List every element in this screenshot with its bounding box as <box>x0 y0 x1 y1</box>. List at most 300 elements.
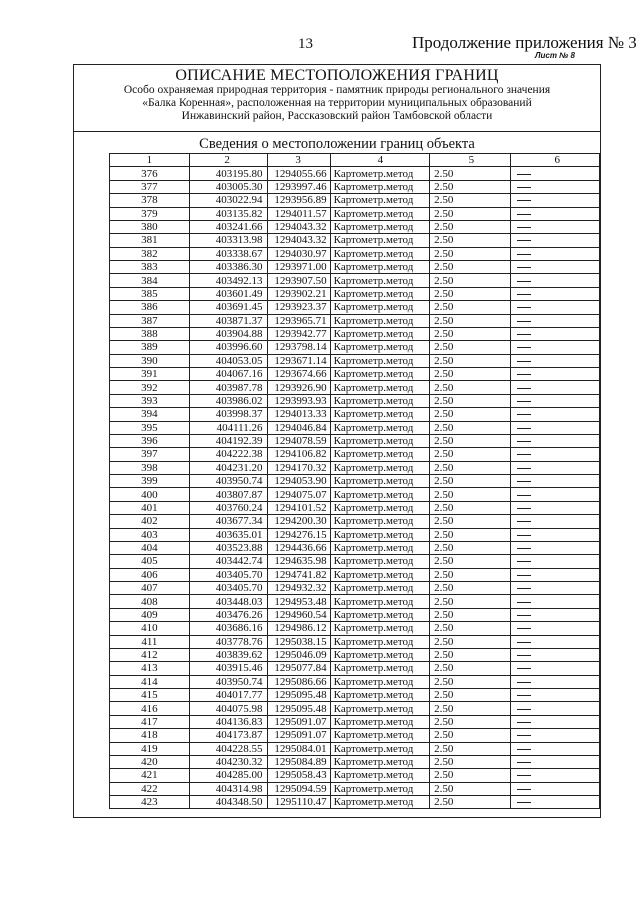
description-cell <box>511 220 600 233</box>
x-coordinate-cell: 403476.26 <box>189 608 267 621</box>
point-number-cell: 397 <box>110 448 190 461</box>
y-coordinate-cell: 1294932.32 <box>267 582 330 595</box>
point-number-cell: 415 <box>110 689 190 702</box>
point-number-cell: 378 <box>110 194 190 207</box>
accuracy-cell: 2.50 <box>430 582 511 595</box>
dash-mark <box>517 655 531 656</box>
method-cell: Картометр.метод <box>330 541 430 554</box>
accuracy-cell: 2.50 <box>430 782 511 795</box>
dash-mark <box>517 695 531 696</box>
description-cell <box>511 368 600 381</box>
description-cell <box>511 274 600 287</box>
y-coordinate-cell: 1295084.89 <box>267 755 330 768</box>
description-cell <box>511 528 600 541</box>
table-row <box>110 515 600 528</box>
accuracy-cell: 2.50 <box>430 461 511 474</box>
y-coordinate-cell: 1294011.57 <box>267 207 330 220</box>
y-coordinate-cell: 1294276.15 <box>267 528 330 541</box>
description-cell <box>511 167 600 180</box>
dash-mark <box>517 602 531 603</box>
table-row <box>110 341 600 354</box>
y-coordinate-cell: 1293926.90 <box>267 381 330 394</box>
x-coordinate-cell: 403998.37 <box>189 408 267 421</box>
x-coordinate-cell: 403313.98 <box>189 234 267 247</box>
point-number-cell: 380 <box>110 220 190 233</box>
dash-mark <box>517 535 531 536</box>
x-coordinate-cell: 404228.55 <box>189 742 267 755</box>
table-row <box>110 220 600 233</box>
method-cell: Картометр.метод <box>330 488 430 501</box>
dash-mark <box>517 802 531 803</box>
y-coordinate-cell: 1294046.84 <box>267 421 330 434</box>
x-coordinate-cell: 403195.80 <box>189 167 267 180</box>
description-cell <box>511 715 600 728</box>
y-coordinate-cell: 1293942.77 <box>267 327 330 340</box>
dash-mark <box>517 789 531 790</box>
description-cell <box>511 247 600 260</box>
dash-mark <box>517 227 531 228</box>
accuracy-cell: 2.50 <box>430 408 511 421</box>
table-row <box>110 327 600 340</box>
point-number-cell: 396 <box>110 434 190 447</box>
method-cell: Картометр.метод <box>330 582 430 595</box>
table-row <box>110 729 600 742</box>
method-cell: Картометр.метод <box>330 595 430 608</box>
dash-mark <box>517 615 531 616</box>
y-coordinate-cell: 1294053.90 <box>267 475 330 488</box>
y-coordinate-cell: 1295084.01 <box>267 742 330 755</box>
x-coordinate-cell: 403986.02 <box>189 394 267 407</box>
dash-mark <box>517 668 531 669</box>
dash-mark <box>517 468 531 469</box>
sheet-label: Лист № 8 <box>535 51 576 60</box>
x-coordinate-cell: 403386.30 <box>189 261 267 274</box>
accuracy-cell: 2.50 <box>430 555 511 568</box>
description-cell <box>511 648 600 661</box>
description-cell <box>511 755 600 768</box>
accuracy-cell: 2.50 <box>430 622 511 635</box>
x-coordinate-cell: 403601.49 <box>189 287 267 300</box>
table-row <box>110 501 600 514</box>
point-number-cell: 400 <box>110 488 190 501</box>
title-box <box>74 65 600 132</box>
method-cell: Картометр.метод <box>330 368 430 381</box>
y-coordinate-cell: 1294741.82 <box>267 568 330 581</box>
y-coordinate-cell: 1293997.46 <box>267 180 330 193</box>
point-number-cell: 414 <box>110 675 190 688</box>
description-cell <box>511 662 600 675</box>
method-cell: Картометр.метод <box>330 501 430 514</box>
y-coordinate-cell: 1293956.89 <box>267 194 330 207</box>
method-cell: Картометр.метод <box>330 220 430 233</box>
method-cell: Картометр.метод <box>330 702 430 715</box>
column-header-5: 5 <box>430 154 511 167</box>
table-row <box>110 247 600 260</box>
point-number-cell: 377 <box>110 180 190 193</box>
y-coordinate-cell: 1294013.33 <box>267 408 330 421</box>
description-cell <box>511 635 600 648</box>
y-coordinate-cell: 1295086.66 <box>267 675 330 688</box>
description-cell <box>511 782 600 795</box>
method-cell: Картометр.метод <box>330 301 430 314</box>
dash-mark <box>517 347 531 348</box>
dash-mark <box>517 307 531 308</box>
y-coordinate-cell: 1293902.21 <box>267 287 330 300</box>
dash-mark <box>517 521 531 522</box>
y-coordinate-cell: 1293674.66 <box>267 368 330 381</box>
dash-mark <box>517 374 531 375</box>
accuracy-cell: 2.50 <box>430 501 511 514</box>
point-number-cell: 389 <box>110 341 190 354</box>
x-coordinate-cell: 403005.30 <box>189 180 267 193</box>
table-row <box>110 769 600 782</box>
point-number-cell: 376 <box>110 167 190 180</box>
dash-mark <box>517 775 531 776</box>
table-row <box>110 796 600 809</box>
accuracy-cell: 2.50 <box>430 796 511 809</box>
x-coordinate-cell: 404067.16 <box>189 368 267 381</box>
method-cell: Картометр.метод <box>330 274 430 287</box>
dash-mark <box>517 200 531 201</box>
description-cell <box>511 301 600 314</box>
method-cell: Картометр.метод <box>330 635 430 648</box>
dash-mark <box>517 401 531 402</box>
table-row <box>110 421 600 434</box>
description-cell <box>511 341 600 354</box>
dash-mark <box>517 495 531 496</box>
dash-mark <box>517 548 531 549</box>
description-cell <box>511 314 600 327</box>
table-row <box>110 274 600 287</box>
table-row <box>110 608 600 621</box>
x-coordinate-cell: 403839.62 <box>189 648 267 661</box>
subtitle-line-2: «Балка Коренная», расположенная на территории муниципальных образований <box>142 97 532 109</box>
point-number-cell: 417 <box>110 715 190 728</box>
point-number-cell: 382 <box>110 247 190 260</box>
y-coordinate-cell: 1294043.32 <box>267 220 330 233</box>
dash-mark <box>517 334 531 335</box>
y-coordinate-cell: 1294986.12 <box>267 622 330 635</box>
table-row <box>110 194 600 207</box>
dash-mark <box>517 642 531 643</box>
table-row <box>110 287 600 300</box>
x-coordinate-cell: 403996.60 <box>189 341 267 354</box>
description-cell <box>511 207 600 220</box>
y-coordinate-cell: 1295091.07 <box>267 715 330 728</box>
point-number-cell: 404 <box>110 541 190 554</box>
method-cell: Картометр.метод <box>330 448 430 461</box>
point-number-cell: 423 <box>110 796 190 809</box>
table-header-row <box>110 154 600 167</box>
point-number-cell: 422 <box>110 782 190 795</box>
method-cell: Картометр.метод <box>330 167 430 180</box>
description-cell <box>511 742 600 755</box>
description-cell <box>511 515 600 528</box>
x-coordinate-cell: 404192.39 <box>189 434 267 447</box>
subtitle-line-1: Особо охраняемая природная территория - памятник природы регионального значения <box>123 84 551 96</box>
x-coordinate-cell: 403241.66 <box>189 220 267 233</box>
y-coordinate-cell: 1294170.32 <box>267 461 330 474</box>
table-row <box>110 180 600 193</box>
method-cell: Картометр.метод <box>330 729 430 742</box>
table-row <box>110 648 600 661</box>
accuracy-cell: 2.50 <box>430 247 511 260</box>
x-coordinate-cell: 404314.98 <box>189 782 267 795</box>
description-cell <box>511 608 600 621</box>
point-number-cell: 421 <box>110 769 190 782</box>
y-coordinate-cell: 1293993.93 <box>267 394 330 407</box>
description-cell <box>511 729 600 742</box>
point-number-cell: 393 <box>110 394 190 407</box>
y-coordinate-cell: 1293798.14 <box>267 341 330 354</box>
dash-mark <box>517 508 531 509</box>
x-coordinate-cell: 403635.01 <box>189 528 267 541</box>
accuracy-cell: 2.50 <box>430 635 511 648</box>
table-row <box>110 595 600 608</box>
accuracy-cell: 2.50 <box>430 434 511 447</box>
table-row <box>110 635 600 648</box>
accuracy-cell: 2.50 <box>430 568 511 581</box>
table-row <box>110 702 600 715</box>
point-number-cell: 407 <box>110 582 190 595</box>
x-coordinate-cell: 403686.16 <box>189 622 267 635</box>
accuracy-cell: 2.50 <box>430 180 511 193</box>
y-coordinate-cell: 1294106.82 <box>267 448 330 461</box>
dash-mark <box>517 749 531 750</box>
method-cell: Картометр.метод <box>330 742 430 755</box>
x-coordinate-cell: 404075.98 <box>189 702 267 715</box>
y-coordinate-cell: 1294200.30 <box>267 515 330 528</box>
description-cell <box>511 194 600 207</box>
x-coordinate-cell: 403338.67 <box>189 247 267 260</box>
table-row <box>110 568 600 581</box>
point-number-cell: 411 <box>110 635 190 648</box>
description-cell <box>511 394 600 407</box>
y-coordinate-cell: 1295095.48 <box>267 689 330 702</box>
method-cell: Картометр.метод <box>330 327 430 340</box>
y-coordinate-cell: 1294055.66 <box>267 167 330 180</box>
x-coordinate-cell: 404285.00 <box>189 769 267 782</box>
point-number-cell: 401 <box>110 501 190 514</box>
method-cell: Картометр.метод <box>330 247 430 260</box>
y-coordinate-cell: 1293965.71 <box>267 314 330 327</box>
accuracy-cell: 2.50 <box>430 341 511 354</box>
table-row <box>110 261 600 274</box>
method-cell: Картометр.метод <box>330 287 430 300</box>
dash-mark <box>517 187 531 188</box>
y-coordinate-cell: 1294960.54 <box>267 608 330 621</box>
dash-mark <box>517 762 531 763</box>
accuracy-cell: 2.50 <box>430 475 511 488</box>
column-header-6: 6 <box>511 154 600 167</box>
point-number-cell: 412 <box>110 648 190 661</box>
table-row <box>110 742 600 755</box>
accuracy-cell: 2.50 <box>430 755 511 768</box>
accuracy-cell: 2.50 <box>430 381 511 394</box>
table-row <box>110 662 600 675</box>
table-row <box>110 461 600 474</box>
dash-mark <box>517 254 531 255</box>
description-cell <box>511 675 600 688</box>
method-cell: Картометр.метод <box>330 381 430 394</box>
method-cell: Картометр.метод <box>330 434 430 447</box>
x-coordinate-cell: 403405.70 <box>189 568 267 581</box>
x-coordinate-cell: 403691.45 <box>189 301 267 314</box>
method-cell: Картометр.метод <box>330 261 430 274</box>
point-number-cell: 402 <box>110 515 190 528</box>
x-coordinate-cell: 404136.83 <box>189 715 267 728</box>
dash-mark <box>517 735 531 736</box>
description-cell <box>511 595 600 608</box>
method-cell: Картометр.метод <box>330 782 430 795</box>
description-cell <box>511 461 600 474</box>
point-number-cell: 388 <box>110 327 190 340</box>
description-cell <box>511 448 600 461</box>
description-cell <box>511 541 600 554</box>
y-coordinate-cell: 1293923.37 <box>267 301 330 314</box>
description-cell <box>511 261 600 274</box>
dash-mark <box>517 428 531 429</box>
method-cell: Картометр.метод <box>330 394 430 407</box>
description-cell <box>511 234 600 247</box>
description-cell <box>511 381 600 394</box>
description-cell <box>511 488 600 501</box>
accuracy-cell: 2.50 <box>430 675 511 688</box>
continuation-label: Продолжение приложения № 3 <box>412 33 637 52</box>
accuracy-cell: 2.50 <box>430 394 511 407</box>
table-row <box>110 368 600 381</box>
dash-mark <box>517 294 531 295</box>
point-number-cell: 399 <box>110 475 190 488</box>
dash-mark <box>517 722 531 723</box>
x-coordinate-cell: 403904.88 <box>189 327 267 340</box>
y-coordinate-cell: 1295077.84 <box>267 662 330 675</box>
point-number-cell: 398 <box>110 461 190 474</box>
table-row <box>110 475 600 488</box>
y-coordinate-cell: 1293907.50 <box>267 274 330 287</box>
method-cell: Картометр.метод <box>330 515 430 528</box>
method-cell: Картометр.метод <box>330 180 430 193</box>
x-coordinate-cell: 403778.76 <box>189 635 267 648</box>
method-cell: Картометр.метод <box>330 689 430 702</box>
accuracy-cell: 2.50 <box>430 421 511 434</box>
x-coordinate-cell: 404348.50 <box>189 796 267 809</box>
point-number-cell: 403 <box>110 528 190 541</box>
description-cell <box>511 434 600 447</box>
x-coordinate-cell: 403871.37 <box>189 314 267 327</box>
y-coordinate-cell: 1294101.52 <box>267 501 330 514</box>
table-row <box>110 394 600 407</box>
table-row <box>110 715 600 728</box>
table-row <box>110 582 600 595</box>
point-number-cell: 384 <box>110 274 190 287</box>
description-cell <box>511 475 600 488</box>
x-coordinate-cell: 403405.70 <box>189 582 267 595</box>
x-coordinate-cell: 404231.20 <box>189 461 267 474</box>
y-coordinate-cell: 1294953.48 <box>267 595 330 608</box>
y-coordinate-cell: 1294436.66 <box>267 541 330 554</box>
y-coordinate-cell: 1294043.32 <box>267 234 330 247</box>
method-cell: Картометр.метод <box>330 341 430 354</box>
dash-mark <box>517 709 531 710</box>
table-row <box>110 314 600 327</box>
method-cell: Картометр.метод <box>330 555 430 568</box>
column-header-2: 2 <box>189 154 267 167</box>
method-cell: Картометр.метод <box>330 675 430 688</box>
table-row <box>110 675 600 688</box>
table-row <box>110 408 600 421</box>
accuracy-cell: 2.50 <box>430 608 511 621</box>
coordinates-table <box>109 153 600 809</box>
point-number-cell: 379 <box>110 207 190 220</box>
accuracy-cell: 2.50 <box>430 207 511 220</box>
document-frame <box>73 64 601 818</box>
accuracy-cell: 2.50 <box>430 287 511 300</box>
method-cell: Картометр.метод <box>330 354 430 367</box>
point-number-cell: 383 <box>110 261 190 274</box>
method-cell: Картометр.метод <box>330 194 430 207</box>
description-cell <box>511 555 600 568</box>
accuracy-cell: 2.50 <box>430 368 511 381</box>
description-cell <box>511 689 600 702</box>
x-coordinate-cell: 403950.74 <box>189 675 267 688</box>
table-row <box>110 354 600 367</box>
description-cell <box>511 582 600 595</box>
dash-mark <box>517 481 531 482</box>
dash-mark <box>517 682 531 683</box>
section-title: Сведения о местоположении границ объекта <box>199 136 475 152</box>
table-row <box>110 448 600 461</box>
accuracy-cell: 2.50 <box>430 261 511 274</box>
method-cell: Картометр.метод <box>330 528 430 541</box>
y-coordinate-cell: 1294075.07 <box>267 488 330 501</box>
column-header-4: 4 <box>330 154 430 167</box>
description-cell <box>511 408 600 421</box>
description-cell <box>511 769 600 782</box>
accuracy-cell: 2.50 <box>430 541 511 554</box>
point-number-cell: 416 <box>110 702 190 715</box>
table-row <box>110 755 600 768</box>
accuracy-cell: 2.50 <box>430 488 511 501</box>
description-cell <box>511 702 600 715</box>
x-coordinate-cell: 404017.77 <box>189 689 267 702</box>
x-coordinate-cell: 403492.13 <box>189 274 267 287</box>
table-row <box>110 488 600 501</box>
dash-mark <box>517 454 531 455</box>
accuracy-cell: 2.50 <box>430 662 511 675</box>
point-number-cell: 387 <box>110 314 190 327</box>
page-number: 13 <box>298 36 313 52</box>
x-coordinate-cell: 404230.32 <box>189 755 267 768</box>
dash-mark <box>517 281 531 282</box>
table-row <box>110 555 600 568</box>
dash-mark <box>517 240 531 241</box>
x-coordinate-cell: 403807.87 <box>189 488 267 501</box>
method-cell: Картометр.метод <box>330 475 430 488</box>
accuracy-cell: 2.50 <box>430 194 511 207</box>
point-number-cell: 405 <box>110 555 190 568</box>
description-cell <box>511 354 600 367</box>
accuracy-cell: 2.50 <box>430 702 511 715</box>
point-number-cell: 381 <box>110 234 190 247</box>
method-cell: Картометр.метод <box>330 622 430 635</box>
accuracy-cell: 2.50 <box>430 234 511 247</box>
point-number-cell: 391 <box>110 368 190 381</box>
x-coordinate-cell: 403523.88 <box>189 541 267 554</box>
description-cell <box>511 287 600 300</box>
point-number-cell: 408 <box>110 595 190 608</box>
point-number-cell: 395 <box>110 421 190 434</box>
